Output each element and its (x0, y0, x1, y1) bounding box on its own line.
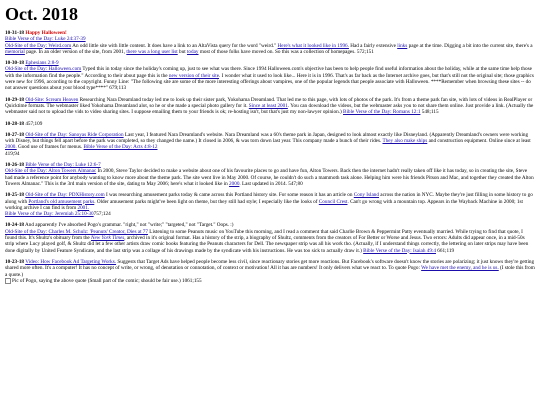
entry-text: Good use of frames for menus. (17, 144, 83, 151)
entry-text: and construction equipment. Online since at least (428, 138, 531, 145)
entry-10-24-18 (5, 222, 535, 253)
pogo-image-placeholder (5, 278, 202, 284)
user-list-link[interactable]: there was a long user list (126, 48, 178, 55)
entry-date: 10-27-18 (5, 131, 25, 138)
entry-date: 10-23-18 (5, 258, 25, 265)
archive-link[interactable]: Here's what it looked like in 1996. (277, 42, 349, 49)
bible-verse-link[interactable]: Bible Verse of the Day: Romans 12:1 (343, 109, 421, 116)
bible-verse-link[interactable]: Bible Verse of the Day: Jeremiah 25:10-30 (5, 211, 94, 218)
archive-link[interactable]: 2000 (229, 180, 240, 187)
entry-text: 548;115 (421, 109, 439, 116)
entry-text: page. In an older version of the site, from 2001, (26, 48, 126, 55)
entry-text: . Older amusement parks might've been light on theme, but they still had style; I especially like the looks of (94, 198, 318, 205)
entry-text: 757;124 (93, 211, 111, 218)
entry-text: An odd little site with little content. It does have a link to an AltaVista query for the word "weird." (72, 42, 277, 49)
links-link[interactable]: links (397, 42, 408, 49)
ships-link[interactable]: They also make ships (382, 138, 428, 145)
entry-text: Suggests that Target Ads have helped people become less civil, since reactionary stories get more reactions. But Facebook's software doesn't know the stories are polarizing; it just knows they're getting shared more often. It's a computer! It has no concept of write, or wrong, of denotation or connotation, of context or motivation! All it has are numbers! It only delivers what we react to. To quote Pogo: (5, 258, 535, 272)
today-link[interactable]: today (186, 48, 199, 55)
image-alt-text: Pic of Pogo, saying the above quote (Small part of the comic; should be fair use.) 1061;155 (12, 277, 202, 284)
entry-date: 10-30-18 (5, 60, 25, 67)
entry-headline: Happy Halloween! (25, 30, 67, 36)
old-site-link[interactable]: Old-Site of the Day: Charles M. Schulz: 'Peanuts' Creator, Dies at 77 (5, 228, 148, 235)
entry-date: 10-29-18 (5, 96, 25, 103)
archive-link[interactable]: 2000. (5, 144, 17, 151)
old-site-link[interactable]: Old-Site: Scream Heaven (25, 96, 79, 103)
entry-date: 10-26-18 (5, 162, 25, 169)
entry-text: . I wonder what it used to look like... Here it is in 1996. That's as far back as the Internet archive goes, but that's still not the original site; those graphics were new for 1996, according to the copyright. Funny Line: "The following site are some of the more interesting offerings about vampires, one of the popular legends that people associate with Halloween. ****Remember when browsing these sites -- do not answer questions about your blood type****" 679;113 (5, 72, 534, 92)
entry-text: 457;109 (25, 120, 43, 127)
entry-text: page at the time. Digging a bit into the current site, there's a (408, 42, 533, 49)
entry-text: I was researching amusement parks today & came across this Portland history site. For some reason it has an article on (105, 192, 353, 199)
bible-verse-link[interactable]: Ephesians 2:8-9 (25, 60, 59, 67)
entry-text: Last year, I featured Nara Dreamland's website. Nara Dreamland was a 60's theme park in Japan, designed to look almost exactly like Disneyland. (Apparently Dreamland's owners were working with Disney, but things fell apart before the park was completed, so they changed the name.) It closed in 2006, & was torn down last year. This company made a bunch of their rides. (5, 131, 529, 145)
old-site-link[interactable]: Old-Site of the Day: Sanoyas Ride Corporation (25, 131, 124, 138)
entry-date: 10-31-18 (5, 30, 25, 36)
entry-10-23-18 (5, 259, 535, 284)
bible-verse-link[interactable]: Bible Verse of the Day: Isaiah 49:4 (363, 247, 436, 254)
cony-island-link[interactable]: Cony Island (353, 192, 379, 199)
archive-link[interactable]: Since at least 2001 (248, 102, 288, 109)
entry-text: And apparently I've absorbed Pogo's grammar. "right," not "write;" "targeted," not "Target." Oops. :) (25, 222, 234, 229)
old-site-link[interactable]: Old-Site of the Day: Halloween.com (5, 66, 82, 73)
entry-text: . You can download the videos, but the webmaster asks you to not share them online. Just provide a link. (Actually the webmaster said not to upload the vids to video sharing sites. I suppose emailing them to your friends is ok; re-hosting isn't, but that's just my non-lawyer opinion.) (5, 102, 534, 116)
entry-text: Listening to some Peanuts music on YouTube this morning, and I read a comment that said Charlie Brown & Peppermint Patty eventually married. While trying to find that quote, I found this. It's Shultz's obituary from the (5, 228, 523, 242)
nyt-link[interactable]: New York Times (91, 235, 125, 242)
bible-verse-link[interactable]: Bible Verse of the Day: Acts 4:8-12 (83, 144, 158, 151)
broken-image-icon (5, 278, 11, 284)
entry-10-30-18 (5, 60, 535, 91)
council-crest-link[interactable]: Council Crest (318, 198, 348, 205)
entry-date: 10-24-18 (5, 222, 25, 229)
entry-text: across the nation in NYC. Maybe they're just filling in some history to go along with (5, 192, 533, 205)
amusement-parks-link[interactable]: Portland's old amusement parks (28, 198, 95, 205)
entry-10-26-18 (5, 162, 535, 187)
entry-10-29-18 (5, 97, 535, 116)
entry-text: . Last updated in 2014. 547;80 (239, 180, 303, 187)
archive-link[interactable]: 2001. (77, 204, 90, 211)
old-site-link[interactable]: Old-Site of the Day: Weird.com (5, 42, 72, 49)
old-site-link[interactable]: Old-Site of the Day: Alton Towers Almanac (5, 168, 97, 175)
entry-text: 661;119 (437, 247, 455, 254)
entry-10-31-18 (5, 30, 535, 55)
entry-text: most of those folks have moved on. So this was a collection of homepages. 572;151 (199, 48, 374, 55)
old-site-link[interactable]: Old-Site of the Day: PDXHistory.com (25, 192, 105, 199)
page-title: Oct. 2018 (5, 4, 78, 24)
entry-text: , archived in it's original format. Has a history of the strip, a biography of Shultz, comments from the creators of For Better or Worse and Jesus. Two errors: Adults did appear once, in a mid-50s strip where Lucy played golf, & Shultz did let a few other artists draw comic books featuring the Peanuts characters for Dell. The newspaper strip was all his work tho. (Actually, if I understand things correctly, the lettering on later strips may have been done digitally by United Feature Syndicate, and the last strip was a collage of his drawings made by the syndicate with his instructions. He was too sick to actually draw it.) (5, 235, 529, 254)
entry-10-27-18 (5, 132, 535, 157)
entry-10-25-18 (5, 192, 535, 217)
bible-verse-link[interactable]: Bible Verse of the Day: Luke 12:6-7 (25, 162, 101, 169)
entry-text: 419;94 (5, 150, 20, 157)
pogo-quote-link[interactable]: We have met the enemy, and he is us. (421, 265, 499, 272)
entry-date: 10-28-18 (5, 120, 25, 127)
video-link[interactable]: Video: How Facebook Ad Targeting Works. (25, 258, 117, 265)
entry-text: Had a fairly extensive (350, 42, 396, 49)
new-version-link[interactable]: new version of their site (168, 72, 220, 79)
entry-date: 10-25-18 (5, 192, 25, 199)
bible-verse-link[interactable]: Bible Verse of the Day: Luke 24:37-39 (5, 36, 86, 43)
entry-text: . Can't go wrong with a mountain top. Appears in the Wayback Machine in 2000; 1st working archive I can find is from (5, 198, 523, 211)
entry-text: Typed this in today since the holiday's coming up, just to see what was there. Since 1994 Halloween.com's objective has been to help people find useful information about the holiday, while at the same time help those with the information find the people." According to their about page this is the (5, 66, 532, 79)
entry-text: (I stole this from a quote.) (5, 265, 535, 278)
memorial-link[interactable]: memorial (5, 48, 25, 55)
entry-text: In 2000, Steve Taylor decided to make a website about one of his favourite places to go and have fun, Alton Towers. Back then the internet hadn't really taken off like it has today, so in creating the site, Steve had made a reference point for anybody wanting to know more about the theme park. The site went live in May 2000. Of course, he couldn't do such a mammoth task alone. Helping him were his friends Pitson and Mac, and together they created the Alton Towers Almanac." This is the 3rd main version of the site, dating to May 2006; here's what it looked like in (5, 168, 534, 187)
entry-text: Researching Nara Dreamland today led me to look up their sister park, Yokohama Dreamland. That led me to this page, with lots of photos of the park. It's from a theme park fan site, with lots of videos in RealPlayer or Quicktime formats. The webmaster liked Yokohama Dreamland alot, so he or she made a special photo gallery for it. (5, 96, 533, 109)
entry-10-28-18 (5, 121, 535, 127)
entry-text: but (179, 48, 186, 55)
